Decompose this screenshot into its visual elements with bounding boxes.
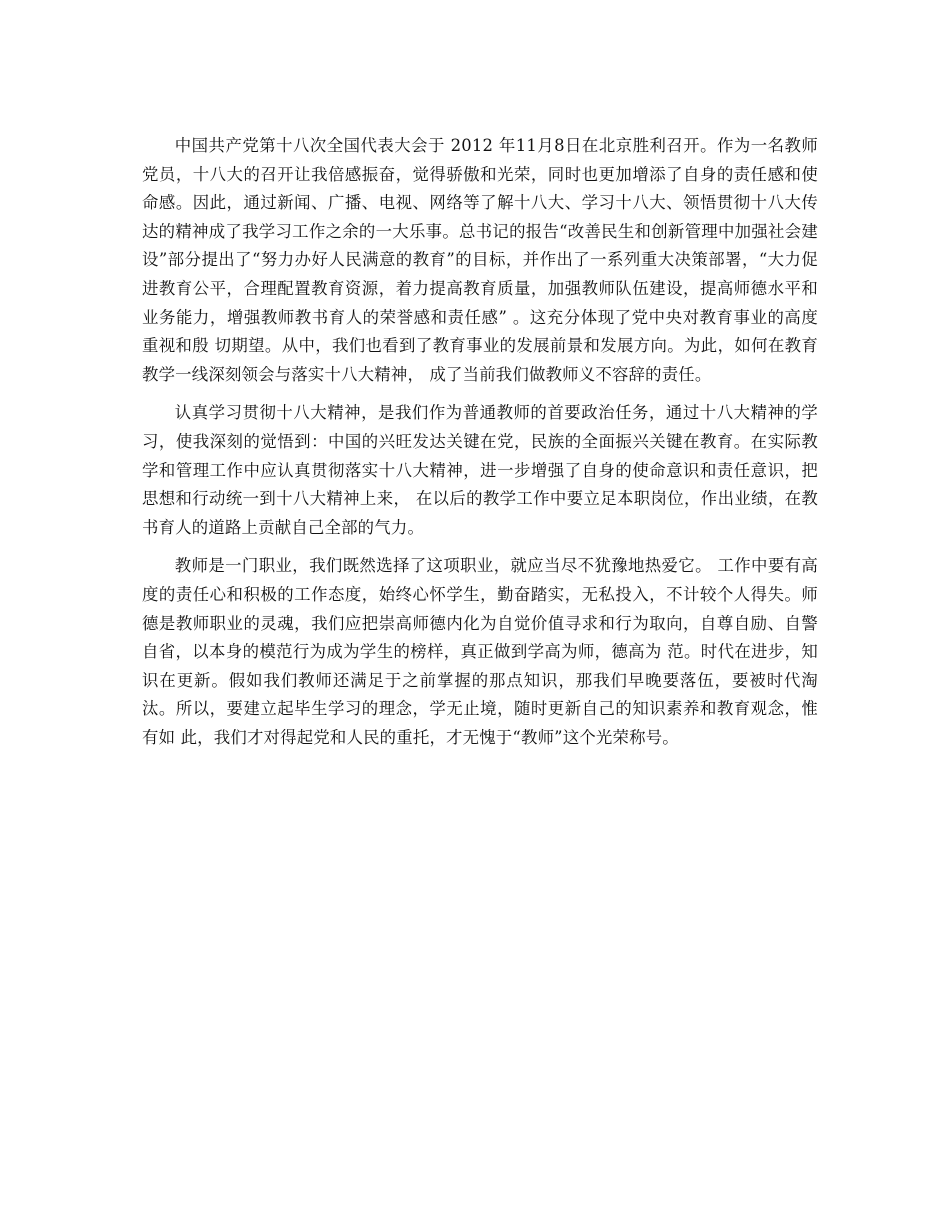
paragraph-3: 教师是一门职业，我们既然选择了这项职业，就应当尽不犹豫地热爱它。 工作中要有高度的责任心和积极的工作态度，始终心怀学生，勤奋踏实，无私投入，不计较个人得失。师德是教师职业的灵魂，我们应把崇高师德内化为自觉价值寻求和行为取向，自尊自励、自警自省，以本身的模范行为成为学生的榜样，真正做到学高为师，德高为 范。时代在进步，知识在更新。假如我们教师还满足于之前掌握的那点知识，那我们早晚要落伍，要被时代淘汰。所以，要建立起毕生学习的理念，学无止境，随时更新自己的知识素养和教育观念，惟有如 此，我们才对得起党和人民的重托，才无愧于“教师”这个光荣称号。 <box>142 556 818 747</box>
paragraph-1: 中国共产党第十八次全国代表大会于 2012 年11月8日在北京胜利召开。作为一名教师党员，十八大的召开让我倍感振奋，觉得骄傲和光荣，同时也更加增添了自身的责任感和使命感。因此，通过新闻、广播、电视、网络等了解十八大、学习十八大、领悟贯彻十八大传达的精神成了我学习工作之余的一大乐事。总书记的报告“改善民生和创新管理中加强社会建设”部分提出了“努力办好人民满意的教育”的目标，并作出了一系列重大决策部署，“大力促进教育公平，合理配置教育资源，着力提高教育质量，加强教师队伍建设，提高师德水平和业务能力，增强教师教书育人的荣誉感和责任感” 。这充分体现了党中央对教育事业的高度重视和殷 切期望。从中，我们也看到了教育事业的发展前景和发展方向。为此，如何在教育教学一线深刻领会与落实十八大精神， 成了当前我们做教师义不容辞的责任。 <box>142 136 818 384</box>
paragraph-2: 认真学习贯彻十八大精神，是我们作为普通教师的首要政治任务，通过十八大精神的学习，使我深刻的觉悟到：中国的兴旺发达关键在党，民族的全面振兴关键在教育。在实际教学和管理工作中应认真贯彻落实十八大精神，进一步增强了自身的使命意识和责任意识，把思想和行动统一到十八大精神上来， 在以后的教学工作中要立足本职岗位，作出业绩，在教书育人的道路上贡献自己全部的气力。 <box>142 403 818 537</box>
document-body <box>142 132 818 752</box>
